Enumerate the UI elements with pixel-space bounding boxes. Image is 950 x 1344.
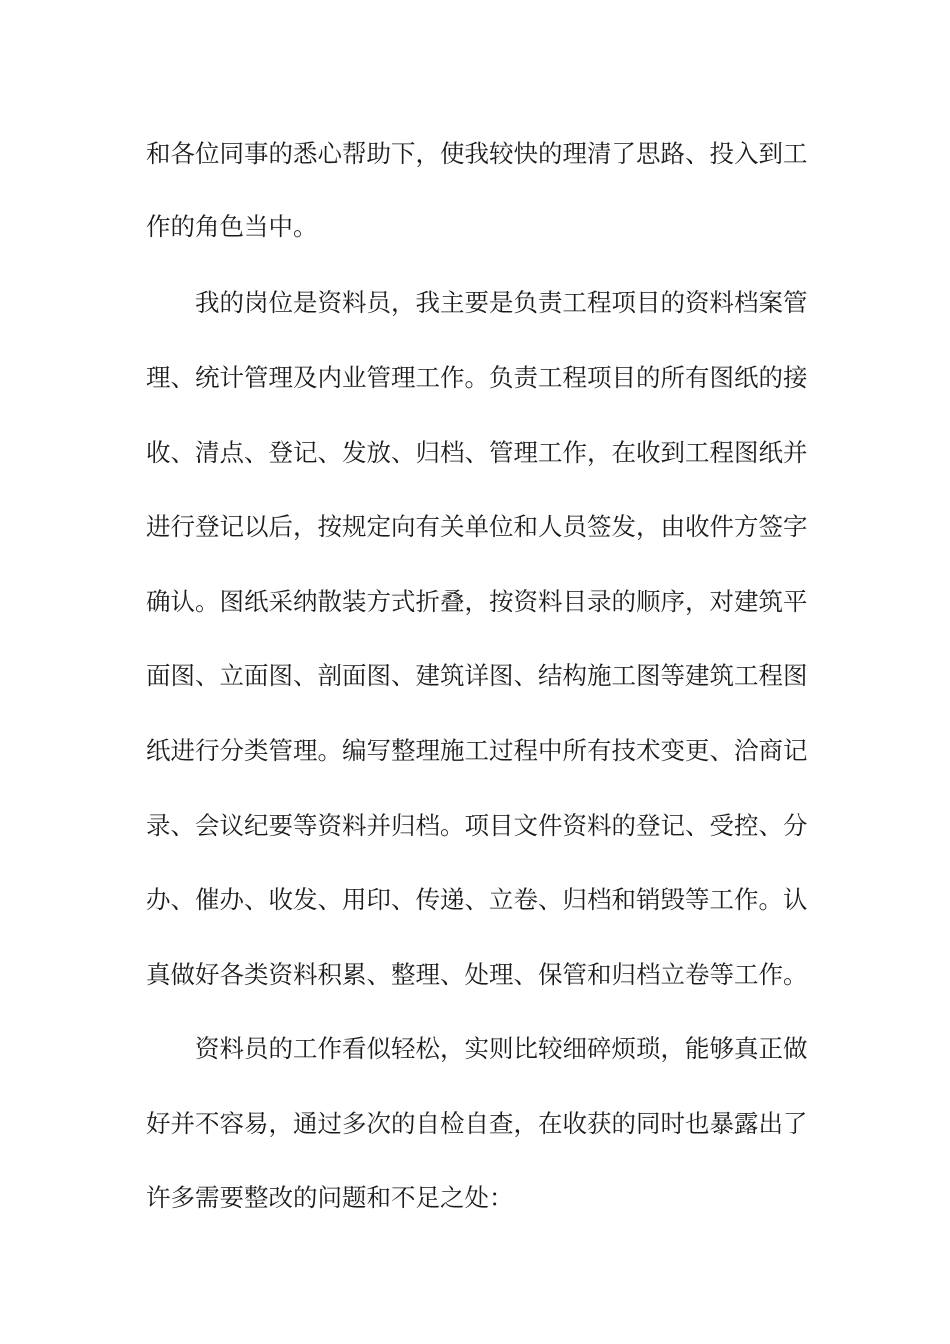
text-line: 许多需要整改的问题和不足之处： [146, 1183, 514, 1212]
text-line: 进行登记以后，按规定向有关单位和人员签发，由收件方签字 [146, 512, 808, 541]
text-line: 纸进行分类管理。编写整理施工过程中所有技术变更、洽商记 [146, 736, 808, 765]
text-line: 理、统计管理及内业管理工作。负责工程项目的所有图纸的接 [146, 363, 808, 392]
text-line: 资料员的工作看似轻松，实则比较细碎烦琐，能够真正做 [195, 1034, 808, 1063]
text-line: 作的角色当中。 [146, 212, 318, 241]
text-line: 我的岗位是资料员，我主要是负责工程项目的资料档案管 [195, 288, 808, 317]
text-line: 好并不容易，通过多次的自检自查，在收获的同时也暴露出了 [146, 1109, 808, 1138]
text-line: 收、清点、登记、发放、归档、管理工作，在收到工程图纸并 [146, 438, 808, 467]
text-line: 和各位同事的悉心帮助下，使我较快的理清了思路、投入到工 [146, 139, 808, 168]
text-line: 录、会议纪要等资料并归档。项目文件资料的登记、受控、分 [146, 811, 808, 840]
text-line: 确认。图纸采纳散装方式折叠，按资料目录的顺序，对建筑平 [146, 587, 808, 616]
text-line: 面图、立面图、剖面图、建筑详图、结构施工图等建筑工程图 [146, 661, 808, 690]
text-line: 真做好各类资料积累、整理、处理、保管和归档立卷等工作。 [146, 960, 808, 989]
text-line: 办、催办、收发、用印、传递、立卷、归档和销毁等工作。认 [146, 885, 808, 914]
